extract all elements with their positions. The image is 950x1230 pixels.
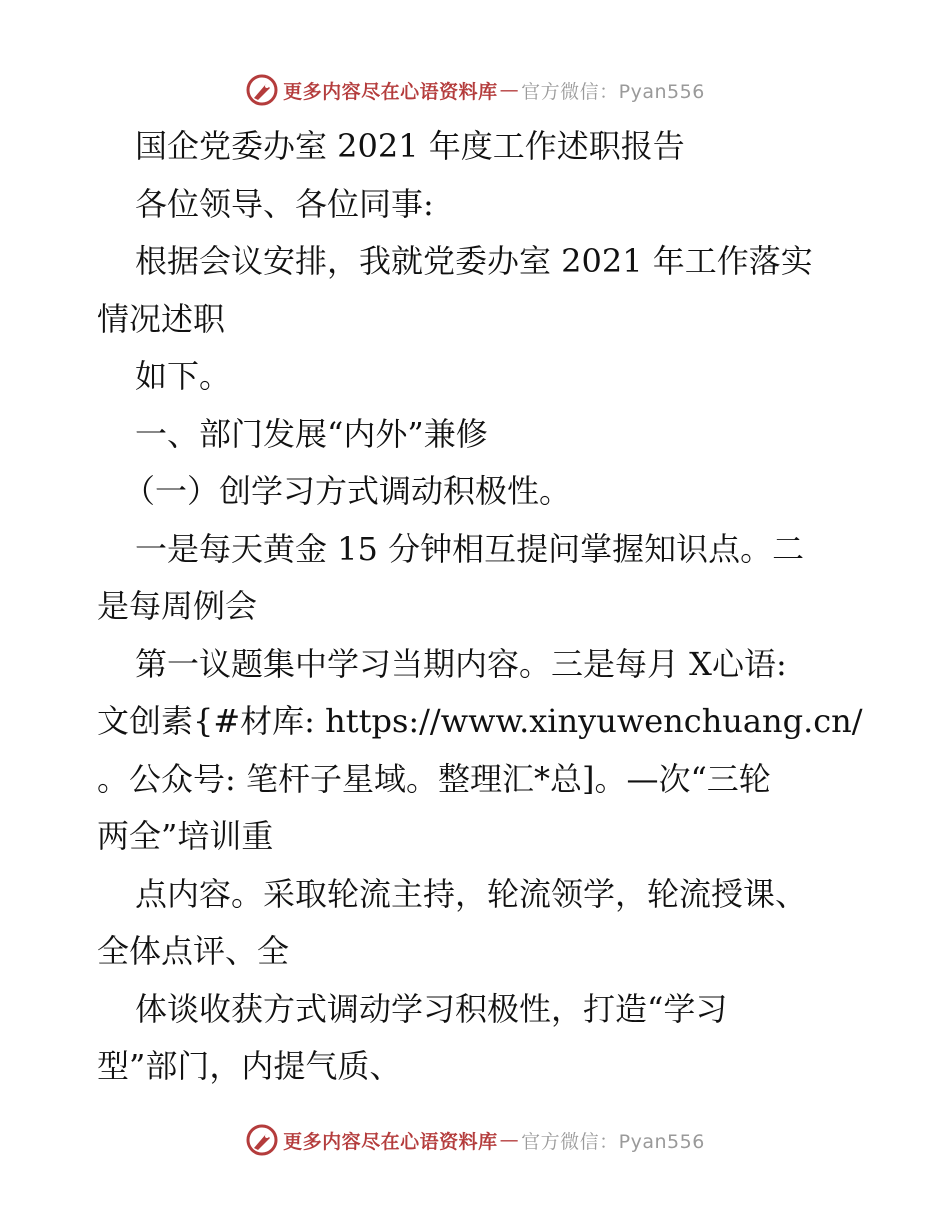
pen-nib-logo-icon [245,73,279,107]
document-body [97,118,863,1096]
paragraph-line: 是每周例会 [97,587,258,625]
paragraph-line: 全体点评、全 [97,932,290,970]
salutation: 各位领导、各位同事: [135,184,434,223]
watermark-separator: — [499,1129,520,1151]
document-title: 国企党委办室 2021 年度工作述职报告 [135,127,685,165]
paragraph-line: 情况述职 [97,299,226,338]
paragraph-line: 第一议题集中学习当期内容。三是每月 X心语: [135,644,787,683]
section-heading: 一、部门发展“内外”兼修 [135,414,488,453]
paragraph-line: 根据会议安排，我就党委办室 2021 年工作落实 [135,242,813,280]
paragraph-line: 一是每天黄金 15 分钟相互提问掌握知识点。二 [135,529,805,568]
paragraph-line: 。公众号: 笔杆子星域。整理汇*总]。—次“三轮 [97,759,771,798]
watermark-brand: 更多内容尽在心语资料库 [283,1130,498,1153]
watermark-banner-bottom [0,1120,950,1160]
paragraph-line: 两全”培训重 [97,817,274,855]
paragraph-line: 如下。 [135,357,232,395]
pen-nib-logo-icon [245,1123,279,1157]
paragraph-line: 体谈收获方式调动学习积极性，打造“学习 [135,989,728,1028]
watermark-banner-top [0,70,950,110]
watermark-official: 官方微信：Pyan556 [521,1130,705,1153]
paragraph-line: 文创素{#材库: https://www.xinyuwenchuang.cn/ [97,702,863,740]
watermark-brand: 更多内容尽在心语资料库 [283,80,498,103]
paragraph-line: 点内容。采取轮流主持，轮流领学，轮流授课、 [135,874,808,913]
subsection-heading: （一）创学习方式调动积极性。 [123,472,572,510]
paragraph-line: 型”部门，内提气质、 [97,1047,402,1085]
watermark-official: 官方微信：Pyan556 [521,80,705,103]
watermark-separator: — [499,79,520,101]
